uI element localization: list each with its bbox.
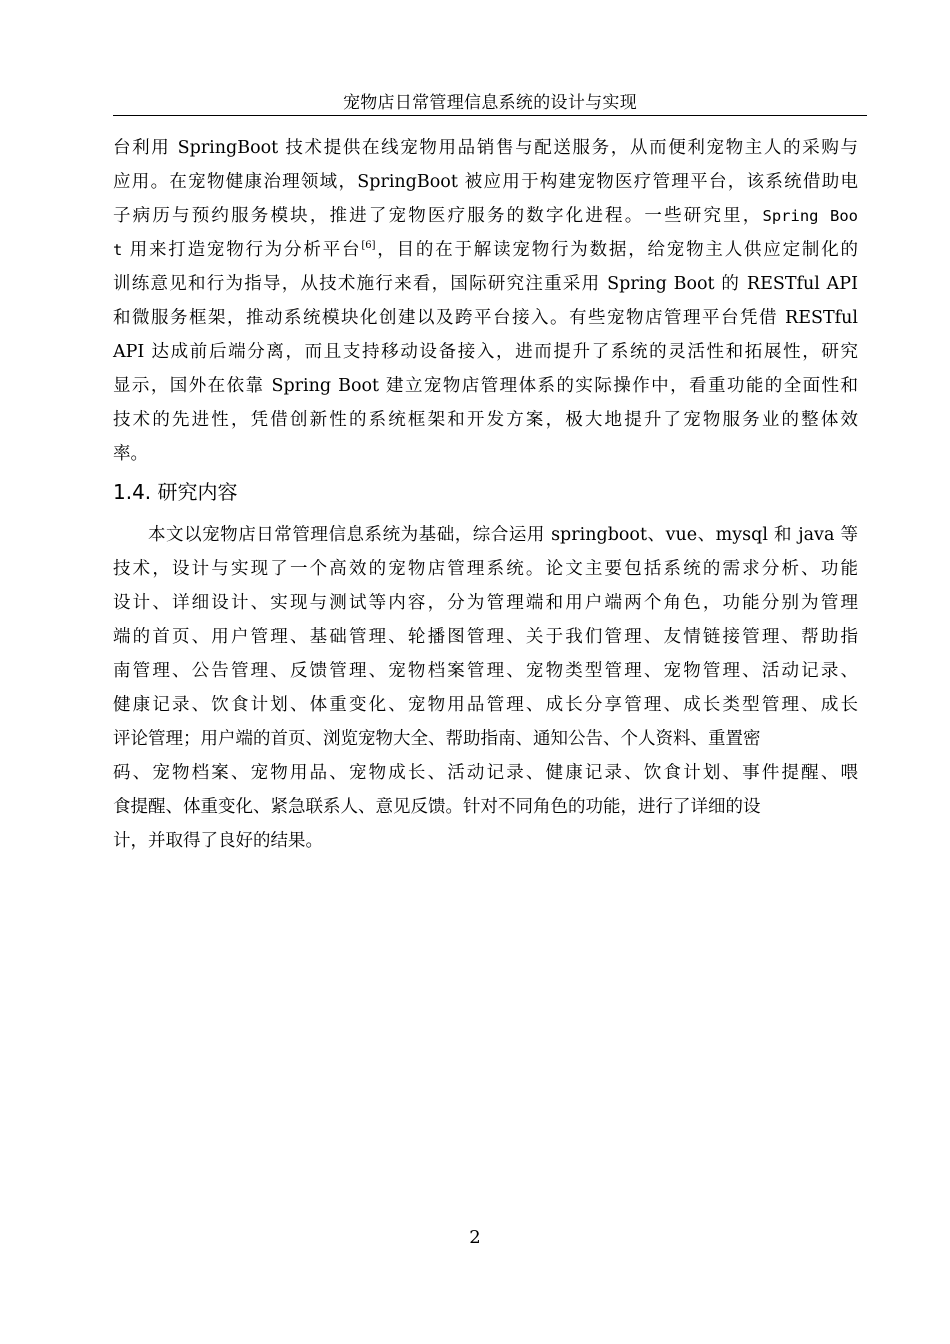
text-line: 台利用 SpringBoot 技术提供在线宠物用品销售与配送服务，从而便利宠物主人的采购与 (113, 138, 858, 158)
header-rule (113, 115, 867, 116)
code-fragment: Spring Boo (762, 207, 858, 225)
text-fragment: 子病历与预约服务模块，推进了宠物医疗服务的数字化进程。一些研究里， (113, 206, 763, 226)
text-line: 技术，设计与实现了一个高效的宠物店管理系统。论文主要包括系统的需求分析、功能 (113, 559, 858, 579)
text-line: 率。 (113, 444, 148, 464)
code-fragment: t (113, 241, 123, 259)
text-line: 和微服务框架，推动系统模块化创建以及跨平台接入。有些宠物店管理平台凭借 RESTful (113, 308, 858, 328)
text-fragment: ，目的在于解读宠物行为数据，给宠物主人供应定制化的 (375, 240, 859, 260)
text-line (113, 199, 858, 233)
text-line (113, 233, 858, 267)
text-line: 码、宠物档案、宠物用品、宠物成长、活动记录、健康记录、饮食计划、事件提醒、喂 (113, 763, 858, 783)
text-line: 应用。在宠物健康治理领域，SpringBoot 被应用于构建宠物医疗管理平台，该系统借助电 (113, 172, 858, 192)
text-line: 设计、详细设计、实现与测试等内容，分为管理端和用户端两个角色，功能分别为管理 (113, 593, 858, 613)
text-line: 食提醒、体重变化、紧急联系人、意见反馈。针对不同角色的功能，进行了详细的设 (113, 797, 761, 817)
text-line: 健康记录、饮食计划、体重变化、宠物用品管理、成长分享管理、成长类型管理、成长 (113, 695, 858, 715)
paragraph-research-content (113, 518, 858, 858)
section-heading: 1.4. 研究内容 (113, 480, 238, 504)
text-line: API 达成前后端分离，而且支持移动设备接入，进而提升了系统的灵活性和拓展性，研究 (113, 342, 858, 362)
text-line: 南管理、公告管理、反馈管理、宠物档案管理、宠物类型管理、宠物管理、活动记录、 (113, 661, 858, 681)
citation-marker: [6] (361, 240, 376, 251)
text-line: 训练意见和行为指导，从技术施行来看，国际研究注重采用 Spring Boot 的 RESTful API (113, 274, 858, 294)
text-line: 显示，国外在依靠 Spring Boot 建立宠物店管理体系的实际操作中，看重功能的全面性和 (113, 376, 858, 396)
page-number: 2 (469, 1227, 481, 1248)
text-line: 技术的先进性，凭借创新性的系统框架和开发方案，极大地提升了宠物服务业的整体效 (113, 410, 858, 430)
text-line: 本文以宠物店日常管理信息系统为基础，综合运用 springboot、vue、mysql 和 java 等 (148, 525, 858, 545)
text-line: 端的首页、用户管理、基础管理、轮播图管理、关于我们管理、友情链接管理、帮助指 (113, 627, 858, 647)
text-line: 计，并取得了良好的结果。 (113, 831, 323, 851)
text-line: 评论管理；用户端的首页、浏览宠物大全、帮助指南、通知公告、个人资料、重置密 (113, 729, 761, 749)
paragraph-intl-research (113, 131, 858, 471)
running-header: 宠物店日常管理信息系统的设计与实现 (342, 93, 638, 113)
text-fragment: 用来打造宠物行为分析平台 (122, 240, 362, 260)
